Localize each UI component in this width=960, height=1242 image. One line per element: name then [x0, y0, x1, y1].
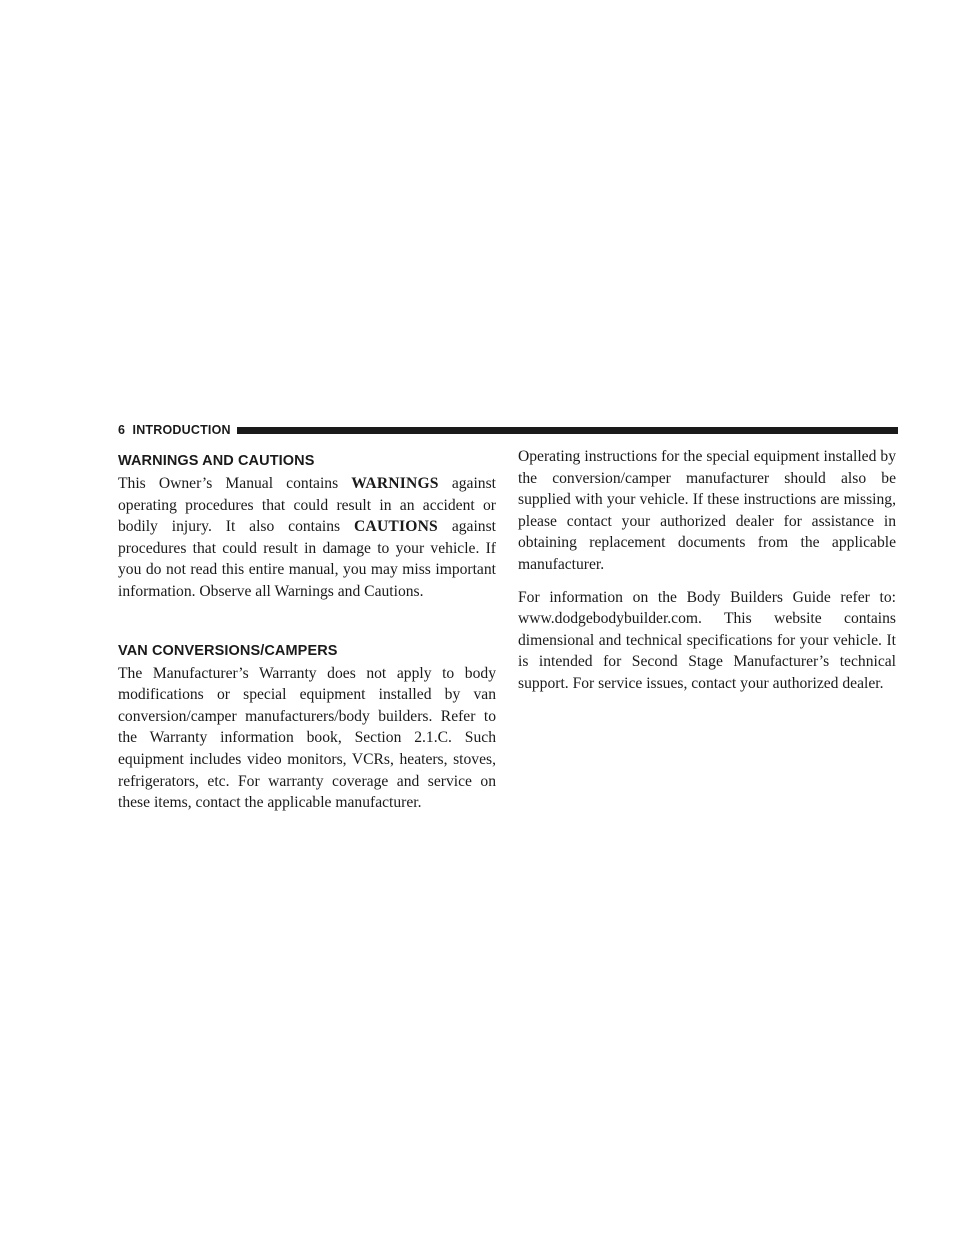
- page-number: 6: [118, 423, 126, 437]
- warnings-title: WARNINGS AND CAUTIONS: [118, 453, 315, 469]
- body-builders-guide-paragraph: For information on the Body Builders Guide refer to: www.dodgebodybuilder.com. This website contains dimensional and technical specifications for your vehicle. It is intended for Second Stage Manufacturer’s technical support. For service issues, contact your authorized dealer.: [518, 588, 896, 692]
- warnings-text-middle: against operating procedures that could result in an accident or bodily injury. It also contains: [118, 475, 496, 536]
- header-rule: [237, 427, 898, 434]
- section-spacer: [118, 603, 496, 642]
- warnings-text-end: against procedures that could result in damage to your vehicle. If you do not read this entire manual, you may miss important information. Observe all Warnings and Cautions.: [118, 518, 496, 600]
- warnings-text-start: This Owner’s Manual contains: [118, 475, 339, 492]
- warnings-paragraph: [118, 473, 496, 603]
- page-header-label: [118, 423, 231, 437]
- warnings-keyword: WARNINGS: [351, 475, 439, 492]
- page-header: [118, 423, 898, 437]
- van-conversions-title: VAN CONVERSIONS/CAMPERS: [118, 642, 338, 659]
- section-name: INTRODUCTION: [132, 423, 231, 437]
- operating-instructions-paragraph: Operating instructions for the special equipment installed by the conversion/camper manufacturer should also be supplied with your vehicle. If these instructions are missing, please contact your authorized dealer for assistance in obtaining replacement documents from the applicable manufacturer.: [518, 448, 896, 573]
- van-conversions-paragraph: The Manufacturer’s Warranty does not apply to body modifications or special equipment installed by van conversion/camper manufacturers/body builders. Refer to the Warranty information book, Section 2.1.C. Such equipment includes video monitors, VCRs, heaters, stoves, refrigerators, etc. For warranty coverage and service on these items, contact the applicable manufacturer.: [118, 664, 496, 812]
- paragraph-spacer: [518, 576, 896, 587]
- cautions-keyword: CAUTIONS: [354, 518, 438, 536]
- right-column: [518, 446, 896, 695]
- left-column: [118, 452, 496, 814]
